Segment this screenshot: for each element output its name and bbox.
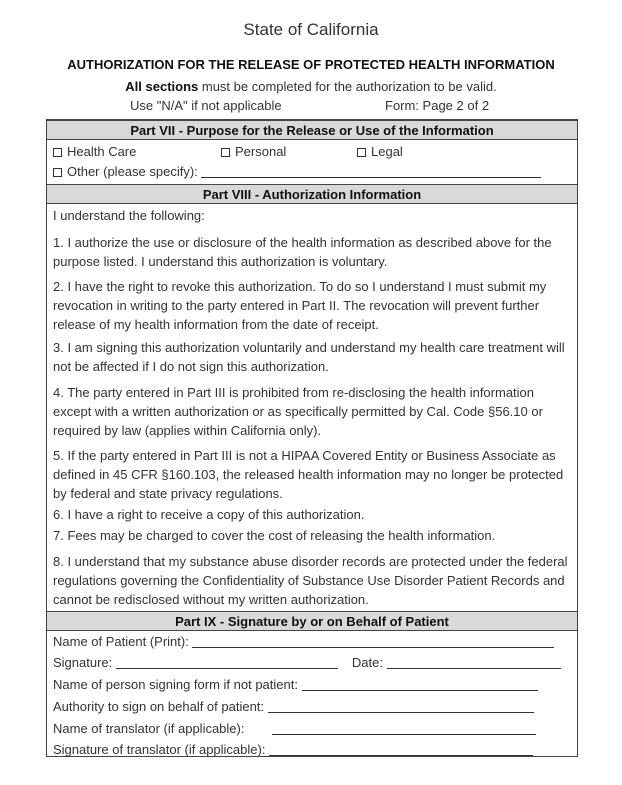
part8-heading: Part VIII - Authorization Information: [47, 184, 577, 204]
state-heading: State of California: [243, 20, 379, 39]
part7-heading: Part VII - Purpose for the Release or Use of the Information: [47, 120, 577, 140]
patient-name-label: Name of Patient (Print):: [53, 634, 189, 649]
authority-field[interactable]: [268, 700, 534, 713]
other-specify-field[interactable]: [201, 165, 541, 178]
part9-heading: Part IX - Signature by or on Behalf of Patient: [47, 611, 577, 631]
translator-signature-field[interactable]: [269, 743, 533, 756]
translator-name-label: Name of translator (if applicable):: [53, 721, 245, 736]
option-label: Legal: [371, 144, 403, 159]
translator-name-row: [53, 721, 536, 736]
authorization-item-2: 2. I have the right to revoke this authorization. To do so I understand I must submit my revocation in writing to the party entered in Part II. The revocation will prevent further release of my health information from the date of receipt.: [53, 279, 547, 332]
authorization-item-5: 5. If the party entered in Part III is not a HIPAA Covered Entity or Business Associate as defined in 45 CFR §160.103, the released health information may no longer be protected by federal and state privacy regulations.: [53, 448, 564, 501]
checkbox-health-care[interactable]: [53, 144, 136, 159]
checkbox-other[interactable]: [53, 164, 541, 179]
signer-name-row: [53, 677, 538, 692]
requirement-note: [0, 79, 622, 94]
form-page-indicator: Form: Page 2 of 2: [385, 98, 490, 113]
checkbox-personal[interactable]: [221, 144, 286, 159]
authorization-item-4: 4. The party entered in Part III is prohibited from re-disclosing the health information except with a written authorization or as specifically permitted by Cal. Code §56.10 or required by law (applies within California only).: [53, 385, 543, 438]
checkbox-icon[interactable]: [221, 148, 230, 157]
signature-row: [53, 655, 561, 670]
authorization-item-6: 6. I have a right to receive a copy of this authorization.: [53, 507, 365, 522]
signer-name-label: Name of person signing form if not patient:: [53, 677, 298, 692]
option-label: Other (please specify):: [67, 164, 198, 179]
form-frame: [46, 119, 578, 757]
checkbox-icon[interactable]: [53, 168, 62, 177]
patient-name-field[interactable]: [192, 635, 554, 648]
option-label: Health Care: [67, 144, 137, 159]
requirement-rest: must be completed for the authorization to be valid.: [198, 79, 497, 94]
signer-name-field[interactable]: [302, 678, 538, 691]
authorization-item-8: 8. I understand that my substance abuse disorder records are protected under the federal regulations governing the Confidentiality of Substance Use Disorder Patient Records and cannot be redisclosed without my written authorization.: [53, 554, 568, 607]
document-title: AUTHORIZATION FOR THE RELEASE OF PROTECTED HEALTH INFORMATION: [67, 57, 555, 72]
translator-signature-row: [53, 742, 533, 757]
authorization-item-3: 3. I am signing this authorization voluntarily and understand my health care treatment will not be affected if I do not sign this authorization.: [53, 340, 565, 374]
requirement-bold: All sections: [125, 79, 199, 94]
date-field[interactable]: [387, 656, 561, 669]
date-label: Date:: [351, 655, 383, 670]
translator-name-field[interactable]: [272, 722, 536, 735]
checkbox-icon[interactable]: [53, 148, 62, 157]
translator-signature-label: Signature of translator (if applicable):: [53, 742, 266, 757]
signature-field[interactable]: [116, 656, 338, 669]
authorization-item-7: 7. Fees may be charged to cover the cost of releasing the health information.: [53, 528, 496, 543]
authority-label: Authority to sign on behalf of patient:: [53, 699, 265, 714]
part8-intro: I understand the following:: [53, 208, 205, 223]
patient-name-row: [53, 634, 554, 649]
option-label: Personal: [235, 144, 287, 159]
signature-label: Signature:: [53, 655, 113, 670]
na-note: Use "N/A" if not applicable: [130, 98, 282, 113]
checkbox-icon[interactable]: [357, 148, 366, 157]
checkbox-legal[interactable]: [357, 144, 403, 159]
authority-row: [53, 699, 534, 714]
authorization-item-1: 1. I authorize the use or disclosure of the health information as described above for the purpose listed. I understand this authorization is voluntary.: [53, 235, 552, 269]
